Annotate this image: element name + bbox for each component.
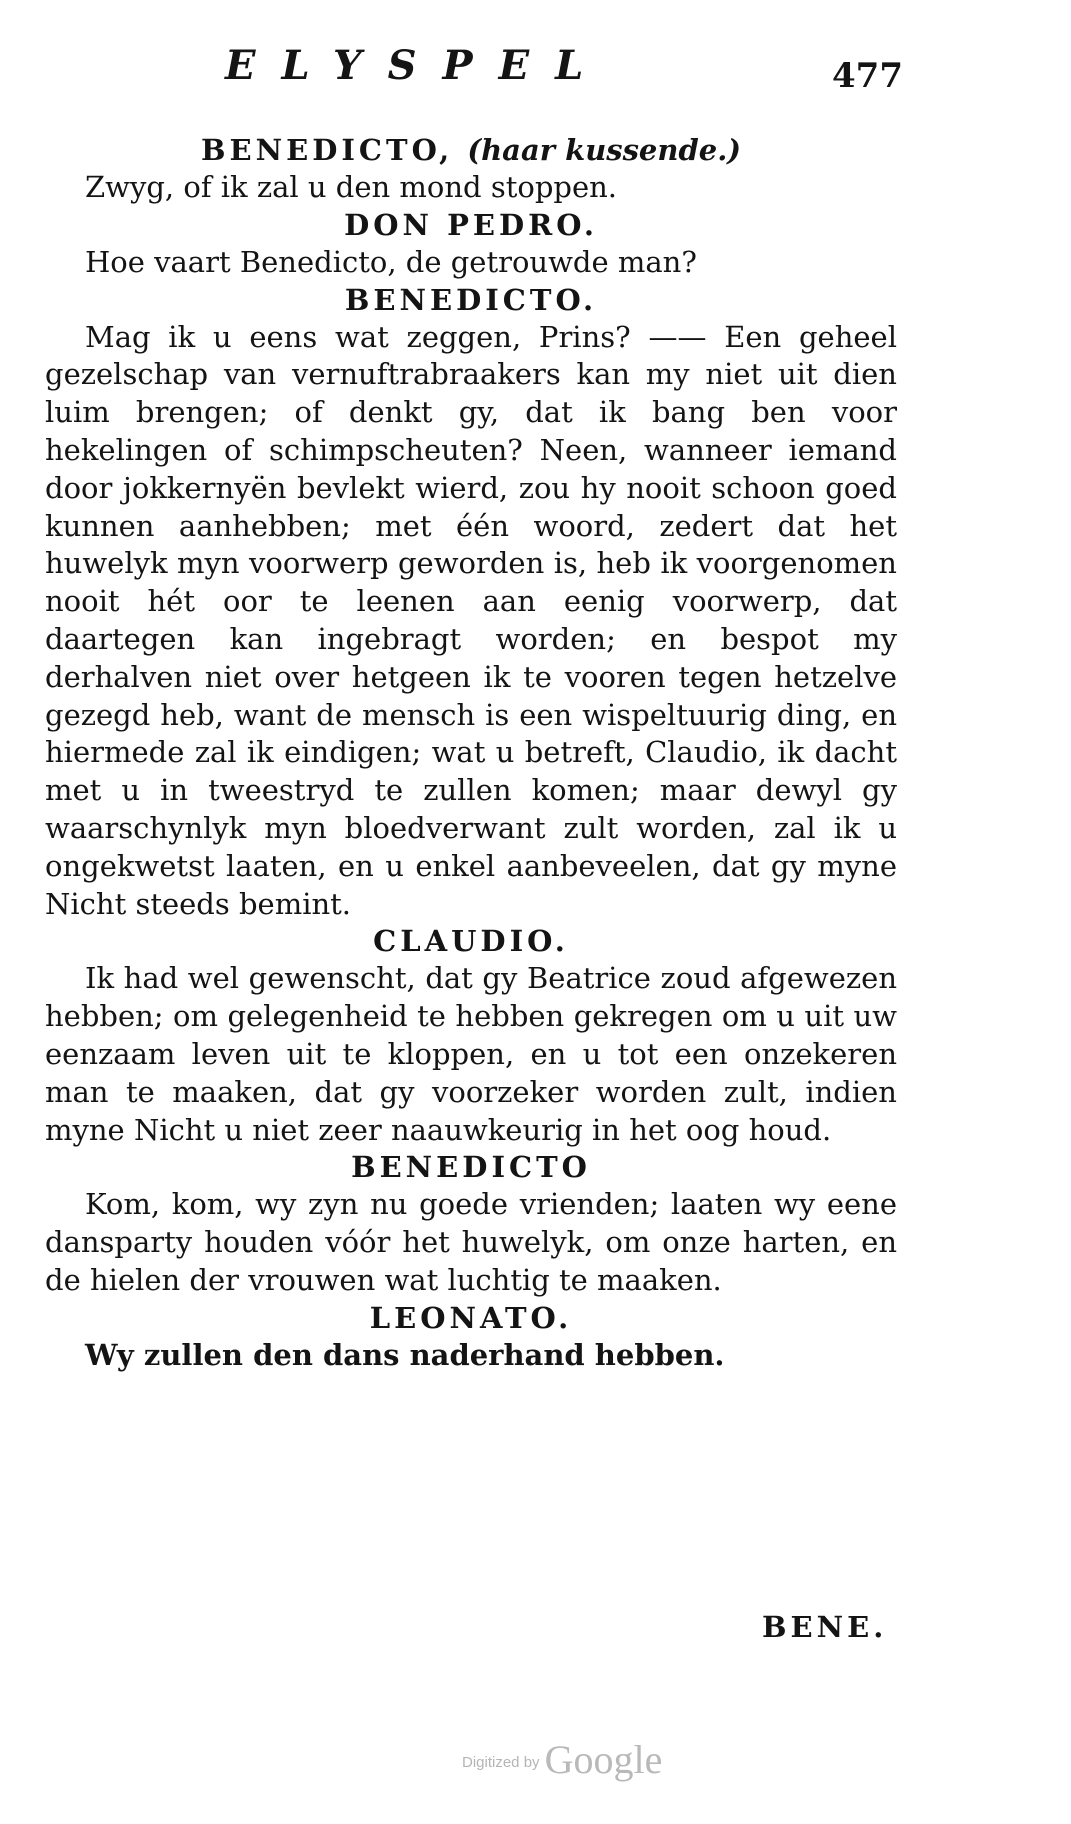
speech-paragraph: Zwyg, of ik zal u den mond stoppen.	[85, 170, 618, 204]
speaker-heading: CLAUDIO.	[373, 924, 569, 959]
catchword: BENE.	[762, 1610, 888, 1644]
speaker-heading	[45, 132, 897, 169]
speaker-heading: DON PEDRO.	[344, 207, 598, 242]
speaker-heading: BENEDICTO.	[344, 282, 598, 317]
speech-paragraph: Hoe vaart Benedicto, de getrouwde man?	[85, 244, 697, 279]
speaker-name: BENEDICTO,	[200, 133, 454, 167]
speaker-heading: LEONATO.	[369, 1300, 573, 1335]
stage-direction: (haar kussende.)	[467, 133, 742, 167]
watermark-brand: Google	[544, 1737, 663, 1782]
speech-paragraph: Wy zullen den dans naderhand hebben.	[85, 1337, 725, 1372]
speech-paragraph: Ik had wel gewenscht, dat gy Beatrice zoud afgewezen hebben; om gelegenheid te hebben gekregen om u uit uw eenzaam leven uit te kloppen, en u tot een onzekeren man te maaken, dat gy voorzeker worden zult, indien myne Nicht u niet zeer naauwkeurig in het oog houd.	[45, 961, 897, 1147]
page-number: 477	[832, 56, 903, 96]
speech-paragraph: Mag ik u eens wat zeggen, Prins? —— Een geheel gezelschap van vernuftrabraakers kan my niet uit dien luim brengen; of denkt gy, dat ik bang ben voor hekelingen of schimpscheuten? Neen, wanneer iemand door jokkernyën bevlekt wierd, zou hy nooit schoon goed kunnen aanhebben; met één woord, zedert dat het huwelyk myn voorwerp geworden is, heb ik voorgenomen nooit hét oor te leenen aan eenig voorwerp, dat daartegen kan ingebragt worden; en bespot my derhalven niet over hetgeen ik te vooren tegen hetzelve gezegd heb, want de mensch is een wispeltuurig ding, en hiermede zal ik eindigen; wat u betreft, Claudio, ik dacht met u in tweestryd te zullen komen; maar dewyl gy waarschynlyk myn bloedverwant zult worden, zal ik u ongekwetst laaten, en u enkel aanbeveelen, dat gy myne Nicht steeds bemint.	[45, 319, 897, 921]
watermark-prefix: Digitized by	[462, 1754, 540, 1771]
digitized-watermark	[462, 1736, 662, 1783]
running-title: ELYSPEL	[225, 42, 610, 89]
speaker-heading: BENEDICTO	[351, 1150, 591, 1185]
play-text	[45, 132, 897, 1375]
speech-paragraph: Kom, kom, wy zyn nu goede vrienden; laaten wy eene dansparty houden vóór het huwelyk, om onze harten, en de hielen der vrouwen wat luchtig te maaken.	[45, 1187, 897, 1297]
